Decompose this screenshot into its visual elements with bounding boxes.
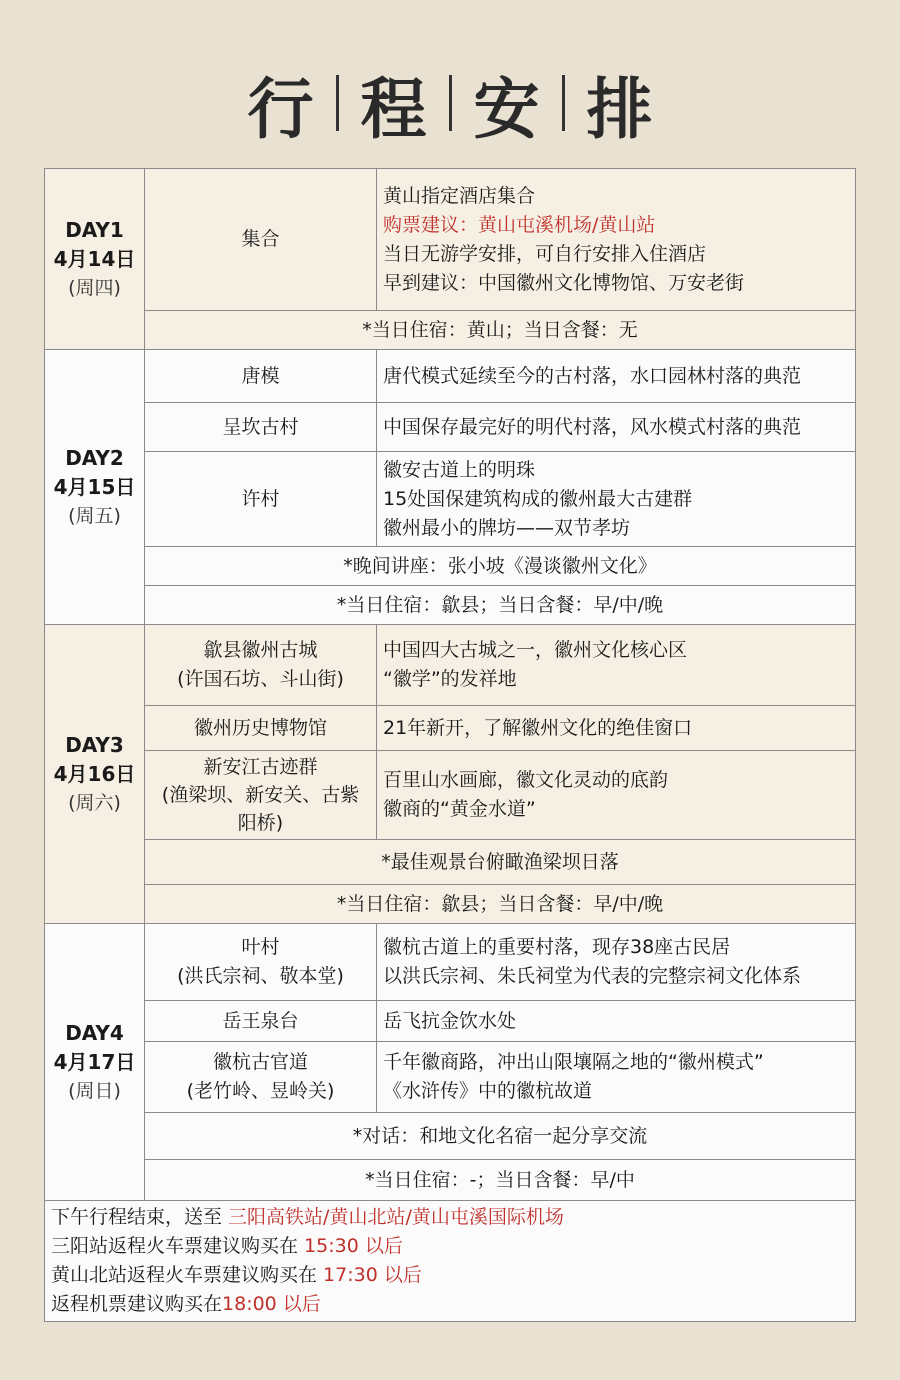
place-name: 歙县徽州古城: [203, 639, 318, 661]
place-cell: [145, 169, 377, 311]
day1-cell: [45, 169, 145, 350]
return-info: [45, 1201, 856, 1322]
description-cell: [377, 1042, 856, 1113]
day2-row: [45, 452, 856, 547]
day-date: 4月16日: [53, 761, 136, 786]
day-weekday: (周五): [68, 504, 121, 527]
day3-note-row: [45, 840, 856, 885]
title-char: 行: [247, 69, 314, 148]
return-text: 下午行程结束，送至: [51, 1206, 229, 1228]
description-line: 当日无游学安排，可自行安排入住酒店: [383, 242, 707, 265]
page-title: [0, 58, 900, 148]
description-cell: 唐代模式延续至今的古村落，水口园林村落的典范: [377, 350, 856, 403]
return-time: 15:30 以后: [304, 1235, 403, 1257]
description-cell: 21年新开，了解徽州文化的绝佳窗口: [377, 706, 856, 751]
place-cell: [145, 1042, 377, 1113]
place-detail: (渔梁坝、新安关、古紫: [161, 784, 360, 806]
day3-cell: [45, 625, 145, 924]
description-line: 黄山指定酒店集合: [383, 184, 536, 207]
day-label: DAY3: [65, 732, 124, 757]
return-text: 黄山北站返程火车票建议购买在: [51, 1264, 324, 1286]
day2-note-row: [45, 586, 856, 625]
place-detail: (老竹岭、昱岭关): [186, 1080, 335, 1102]
ticket-advice-line: 购票建议：黄山屯溪机场/黄山站: [383, 213, 656, 236]
place-name: 叶村: [241, 936, 280, 958]
description-cell: [377, 169, 856, 311]
description-line: 徽安古道上的明珠: [383, 458, 536, 481]
place-detail: 阳桥): [237, 812, 284, 834]
day-label: DAY1: [65, 217, 124, 242]
return-line: [51, 1232, 849, 1261]
day2-cell: [45, 350, 145, 625]
day-date: 4月15日: [53, 474, 136, 499]
day-weekday: (周日): [68, 1079, 121, 1102]
note-cell: *当日住宿：黄山；当日含餐：无: [145, 311, 856, 350]
return-time: 17:30 以后: [323, 1264, 422, 1286]
description-cell: [377, 924, 856, 1001]
day3-row: [45, 706, 856, 751]
day3-row: [45, 625, 856, 706]
description-line: 15处国保建筑构成的徽州最大古建群: [383, 487, 693, 510]
note-cell: *最佳观景台俯瞰渔梁坝日落: [145, 840, 856, 885]
place-cell: 呈坎古村: [145, 403, 377, 452]
title-char: 安: [473, 69, 540, 148]
description-cell: [377, 625, 856, 706]
description-cell: 中国保存最完好的明代村落，风水模式村落的典范: [377, 403, 856, 452]
title-char: 排: [586, 69, 653, 148]
place-cell: 徽州历史博物馆: [145, 706, 377, 751]
place-name: 新安江古迹群: [203, 756, 318, 778]
description-line: “徽学”的发祥地: [383, 668, 517, 690]
day-weekday: (周四): [68, 276, 121, 299]
day2-row: [45, 350, 856, 403]
place-cell: [145, 625, 377, 706]
description-line: 《水浒传》中的徽杭故道: [383, 1080, 593, 1102]
return-line: [51, 1203, 849, 1232]
description-cell: 岳飞抗金饮水处: [377, 1001, 856, 1042]
day-label: DAY4: [65, 1020, 124, 1045]
return-time: 18:00 以后: [222, 1293, 321, 1315]
note-cell: *当日住宿：-；当日含餐：早/中: [145, 1160, 856, 1201]
itinerary-table: [44, 168, 856, 1322]
station-list: 三阳高铁站/黄山北站/黄山屯溪国际机场: [228, 1206, 564, 1228]
day1-note-row: [45, 311, 856, 350]
day4-row: [45, 1042, 856, 1113]
day4-note-row: [45, 1113, 856, 1160]
description-line: 百里山水画廊，徽文化灵动的底韵: [383, 769, 669, 791]
description-line: 中国四大古城之一，徽州文化核心区: [383, 639, 688, 661]
day2-note-row: [45, 547, 856, 586]
place-cell: 岳王泉台: [145, 1001, 377, 1042]
description-cell: [377, 751, 856, 840]
day-date: 4月17日: [53, 1049, 136, 1074]
return-line: [51, 1290, 849, 1319]
place-detail: (洪氏宗祠、敬本堂): [177, 965, 344, 987]
description-line: 徽商的“黄金水道”: [383, 798, 536, 820]
day1-row: [45, 169, 856, 311]
note-cell: *当日住宿：歙县；当日含餐：早/中/晚: [145, 586, 856, 625]
description-line: 以洪氏宗祠、朱氏祠堂为代表的完整宗祠文化体系: [383, 965, 802, 987]
place-cell: [145, 924, 377, 1001]
day-weekday: (周六): [68, 791, 121, 814]
note-cell: *当日住宿：歙县；当日含餐：早/中/晚: [145, 885, 856, 924]
day-date: 4月14日: [53, 246, 136, 271]
note-cell: *对话：和地文化名宿一起分享交流: [145, 1113, 856, 1160]
day4-note-row: [45, 1160, 856, 1201]
description-line: 千年徽商路，冲出山限壤隔之地的“徽州模式”: [383, 1051, 764, 1073]
place-name: 徽杭古官道: [212, 1051, 308, 1073]
day3-row: [45, 751, 856, 840]
description-cell: [377, 452, 856, 547]
return-text: 三阳站返程火车票建议购买在: [51, 1235, 305, 1257]
place-cell: [145, 751, 377, 840]
place-name: 集合: [241, 228, 280, 250]
place-cell: 唐模: [145, 350, 377, 403]
day3-note-row: [45, 885, 856, 924]
place-cell: 许村: [145, 452, 377, 547]
return-text: 返程机票建议购买在: [51, 1293, 223, 1315]
day-label: DAY2: [65, 445, 124, 470]
day4-cell: [45, 924, 145, 1201]
place-detail: (许国石坊、斗山街): [177, 668, 344, 690]
day4-row: [45, 1001, 856, 1042]
day2-row: [45, 403, 856, 452]
note-cell: *晚间讲座：张小坡《漫谈徽州文化》: [145, 547, 856, 586]
description-line: 徽杭古道上的重要村落，现存38座古民居: [383, 936, 731, 958]
description-line: 早到建议：中国徽州文化博物馆、万安老街: [383, 271, 745, 294]
description-line: 徽州最小的牌坊——双节孝坊: [383, 516, 631, 539]
day4-row: [45, 924, 856, 1001]
title-char: 程: [360, 69, 427, 148]
footer-row: [45, 1201, 856, 1322]
return-line: [51, 1261, 849, 1290]
